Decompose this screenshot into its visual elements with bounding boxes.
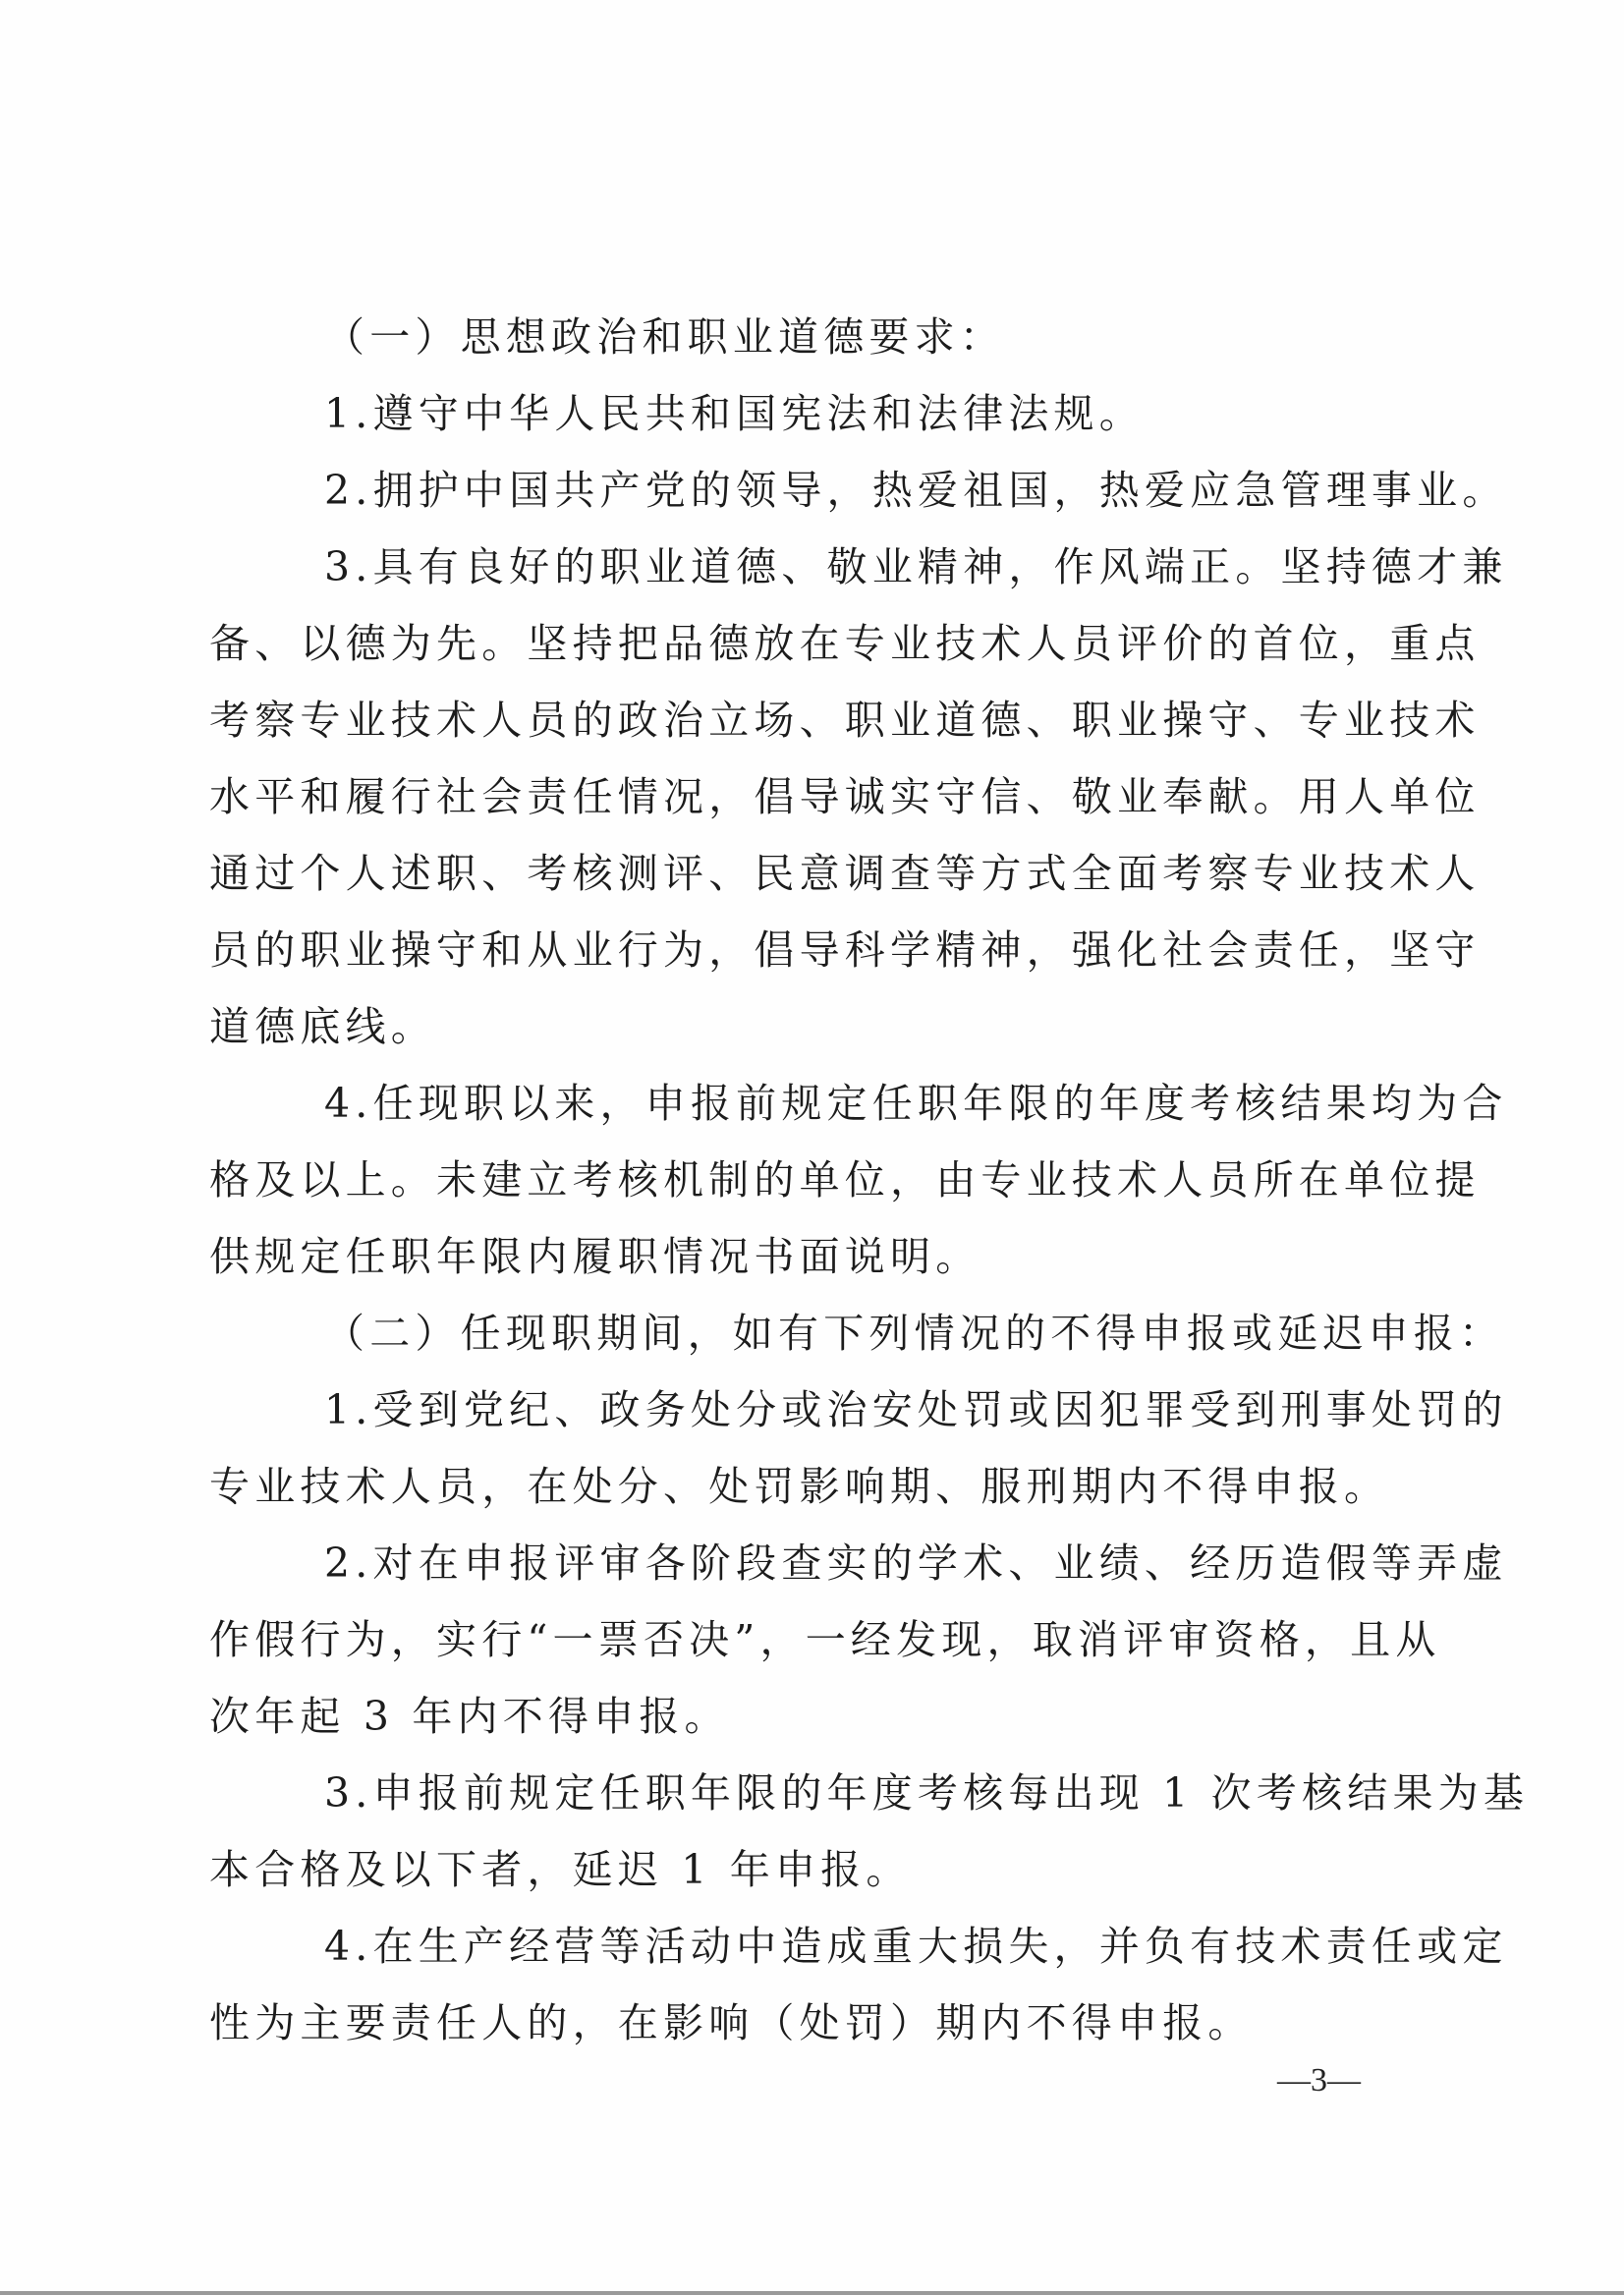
paragraph-line: 考察专业技术人员的政治立场、职业道德、职业操守、专业技术 bbox=[209, 697, 1481, 744]
paragraph-line: 本合格及以下者，延迟 1 年申报。 bbox=[209, 1846, 912, 1893]
paragraph-line: 1.遵守中华人民共和国宪法和法律法规。 bbox=[324, 390, 1145, 437]
page-bottom-edge bbox=[0, 2291, 1624, 2295]
paragraph-line: 3.申报前规定任职年限的年度考核每出现 1 次考核结果为基 bbox=[324, 1769, 1530, 1817]
paragraph-line: 专业技术人员，在处分、处罚影响期、服刑期内不得申报。 bbox=[209, 1463, 1390, 1510]
paragraph-line: 道德底线。 bbox=[209, 1003, 436, 1050]
paragraph-line: 3.具有良好的职业道德、敬业精神，作风端正。坚持德才兼 bbox=[324, 543, 1508, 590]
paragraph-line: 4.在生产经营等活动中造成重大损失，并负有技术责任或定 bbox=[324, 1923, 1508, 1970]
paragraph-line: 4.任现职以来，申报前规定任职年限的年度考核结果均为合 bbox=[324, 1080, 1508, 1127]
paragraph-line: 水平和履行社会责任情况，倡导诚实守信、敬业奉献。用人单位 bbox=[209, 773, 1481, 820]
paragraph-line: 次年起 3 年内不得申报。 bbox=[209, 1693, 730, 1740]
paragraph-line: 格及以上。未建立考核机制的单位，由专业技术人员所在单位提 bbox=[209, 1156, 1481, 1203]
paragraph-line: 员的职业操守和从业行为，倡导科学精神，强化社会责任，坚守 bbox=[209, 926, 1481, 974]
paragraph-line: 性为主要责任人的，在影响（处罚）期内不得申报。 bbox=[209, 1999, 1254, 2046]
paragraph-line: 2.对在申报评审各阶段查实的学术、业绩、经历造假等弄虚 bbox=[324, 1539, 1508, 1587]
paragraph-line: 1.受到党纪、政务处分或治安处罚或因犯罪受到刑事处罚的 bbox=[324, 1386, 1508, 1433]
section-heading: （一）思想政治和职业道德要求： bbox=[324, 313, 1005, 361]
page-number: —3— bbox=[1277, 2062, 1361, 2099]
paragraph-line: 2.拥护中国共产党的领导，热爱祖国，热爱应急管理事业。 bbox=[324, 467, 1508, 514]
paragraph-line: 备、以德为先。坚持把品德放在专业技术人员评价的首位，重点 bbox=[209, 620, 1481, 667]
paragraph-line: 作假行为，实行“一票否决”，一经发现，取消评审资格，且从 bbox=[209, 1616, 1441, 1663]
section-heading: （二）任现职期间，如有下列情况的不得申报或延迟申报： bbox=[324, 1310, 1505, 1357]
paragraph-line: 通过个人述职、考核测评、民意调查等方式全面考察专业技术人 bbox=[209, 850, 1481, 897]
paragraph-line: 供规定任职年限内履职情况书面说明。 bbox=[209, 1233, 981, 1280]
